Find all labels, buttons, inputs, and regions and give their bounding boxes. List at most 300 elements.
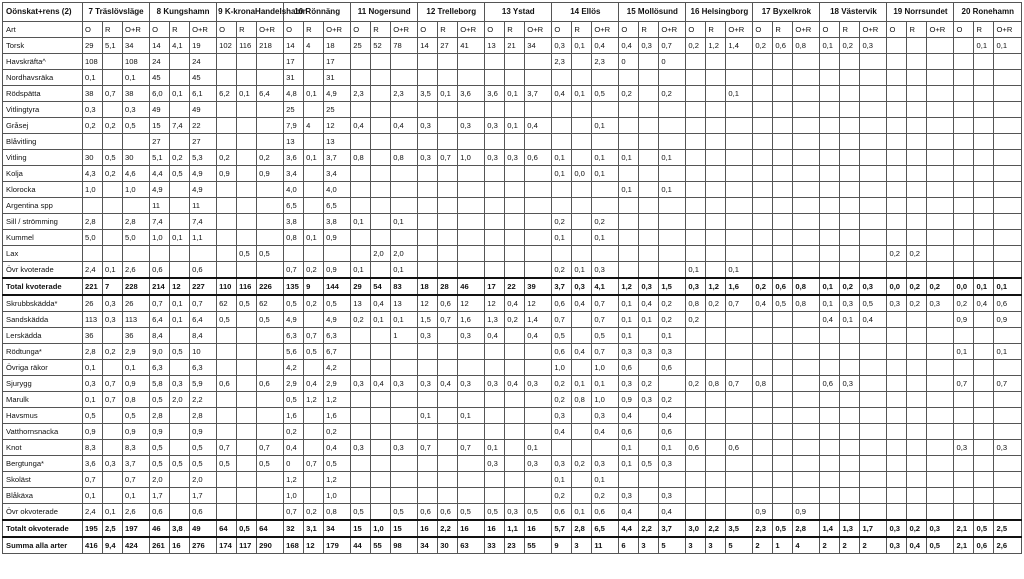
subheader-cell: O (686, 22, 706, 38)
value-cell (639, 246, 659, 262)
value-cell: 0,9 (123, 424, 150, 440)
value-cell (418, 472, 438, 488)
value-cell (485, 102, 505, 118)
value-cell (458, 166, 485, 182)
value-cell (954, 472, 974, 488)
value-cell (371, 504, 391, 521)
value-cell (726, 230, 753, 246)
value-cell: 0,5 (458, 504, 485, 521)
value-cell (773, 102, 793, 118)
value-cell: 4 (304, 118, 324, 134)
value-cell (659, 134, 686, 150)
value-cell: 45 (150, 70, 170, 86)
value-cell (351, 230, 371, 246)
value-cell (954, 360, 974, 376)
value-cell: 11 (190, 198, 217, 214)
species-label: Nordhavsräka (3, 70, 83, 86)
value-cell: 0,7 (257, 440, 284, 456)
value-cell: 0,1 (659, 150, 686, 166)
value-cell (820, 182, 840, 198)
value-cell: 0,3 (552, 408, 572, 424)
value-cell (773, 344, 793, 360)
value-cell: 0,7 (103, 392, 123, 408)
value-cell: 0,1 (505, 86, 525, 102)
table-row (3, 456, 1022, 472)
value-cell: 0,2 (217, 150, 237, 166)
value-cell (304, 70, 324, 86)
value-cell (304, 360, 324, 376)
value-cell: 32 (284, 520, 304, 537)
value-cell: 2,8 (83, 344, 103, 360)
value-cell (572, 182, 592, 198)
value-cell: 0,9 (753, 504, 773, 521)
value-cell (686, 102, 706, 118)
value-cell: 4,4 (619, 520, 639, 537)
value-cell: 13 (284, 134, 304, 150)
value-cell: 0,6 (726, 440, 753, 456)
value-cell: 0,3 (458, 376, 485, 392)
value-cell: 0,1 (304, 86, 324, 102)
value-cell (927, 408, 954, 424)
value-cell: 1,2 (304, 392, 324, 408)
value-cell: 13 (324, 134, 351, 150)
value-cell: 2,3 (592, 54, 619, 70)
value-cell (458, 70, 485, 86)
value-cell: 34 (418, 537, 438, 554)
value-cell (686, 230, 706, 246)
table-row (3, 182, 1022, 198)
value-cell (572, 134, 592, 150)
port-group-header: 12 Trelleborg (418, 3, 485, 22)
value-cell (391, 472, 418, 488)
value-cell (840, 102, 860, 118)
value-cell (860, 376, 887, 392)
value-cell: 0,4 (525, 118, 552, 134)
value-cell (639, 360, 659, 376)
value-cell (391, 344, 418, 360)
value-cell: 261 (150, 537, 170, 554)
value-cell (485, 262, 505, 279)
value-cell (103, 70, 123, 86)
value-cell: 28 (438, 278, 458, 295)
value-cell (954, 70, 974, 86)
value-cell (974, 214, 994, 230)
value-cell (257, 424, 284, 440)
value-cell (505, 262, 525, 279)
species-label: Lerskädda (3, 328, 83, 344)
value-cell (217, 198, 237, 214)
value-cell: 0,1 (83, 392, 103, 408)
value-cell: 424 (123, 537, 150, 554)
value-cell (150, 246, 170, 262)
value-cell: 4,3 (83, 166, 103, 182)
value-cell (170, 102, 190, 118)
value-cell (907, 472, 927, 488)
value-cell (351, 246, 371, 262)
value-cell: 174 (217, 537, 237, 554)
value-cell: 0,7 (83, 472, 103, 488)
value-cell: 13 (485, 38, 505, 54)
value-cell (974, 408, 994, 424)
subheader-cell: O+R (994, 22, 1022, 38)
value-cell: 0,3 (572, 278, 592, 295)
value-cell (887, 328, 907, 344)
value-cell (458, 488, 485, 504)
value-cell: 0,4 (525, 328, 552, 344)
value-cell (994, 392, 1022, 408)
value-cell (83, 198, 103, 214)
value-cell: 0,1 (619, 456, 639, 472)
value-cell (572, 472, 592, 488)
value-cell (525, 54, 552, 70)
value-cell (639, 86, 659, 102)
value-cell (525, 134, 552, 150)
subheader-cell: R (371, 22, 391, 38)
value-cell: 0,8 (793, 295, 820, 312)
value-cell (860, 246, 887, 262)
value-cell (820, 360, 840, 376)
value-cell (927, 360, 954, 376)
value-cell: 228 (123, 278, 150, 295)
value-cell (170, 328, 190, 344)
value-cell: 18 (324, 38, 351, 54)
subheader-cell: O (284, 22, 304, 38)
value-cell: 0,1 (391, 312, 418, 328)
subheader-cell: R (840, 22, 860, 38)
value-cell: 0,3 (418, 150, 438, 166)
value-cell (217, 262, 237, 279)
value-cell (753, 472, 773, 488)
value-cell (820, 472, 840, 488)
value-cell: 8,4 (190, 328, 217, 344)
value-cell (217, 102, 237, 118)
value-cell: 2,8 (123, 214, 150, 230)
value-cell (217, 424, 237, 440)
value-cell (793, 134, 820, 150)
value-cell: 0,4 (304, 376, 324, 392)
value-cell: 4,1 (592, 278, 619, 295)
value-cell: 9,0 (150, 344, 170, 360)
value-cell (103, 54, 123, 70)
subheader-cell: O+R (793, 22, 820, 38)
species-label: Lax (3, 246, 83, 262)
value-cell: 0,2 (552, 262, 572, 279)
value-cell: 1 (773, 537, 793, 554)
value-cell: 0,7 (592, 312, 619, 328)
value-cell (438, 456, 458, 472)
value-cell: 55 (525, 537, 552, 554)
value-cell: 3,5 (418, 86, 438, 102)
table-row (3, 70, 1022, 86)
value-cell: 3,4 (284, 166, 304, 182)
value-cell (391, 230, 418, 246)
value-cell: 0 (284, 456, 304, 472)
value-cell (237, 214, 257, 230)
value-cell (860, 262, 887, 279)
value-cell: 1,4 (820, 520, 840, 537)
value-cell (793, 456, 820, 472)
value-cell (304, 198, 324, 214)
value-cell (793, 408, 820, 424)
value-cell: 113 (83, 312, 103, 328)
value-cell: 45 (190, 70, 217, 86)
value-cell (639, 408, 659, 424)
value-cell: 0,3 (418, 118, 438, 134)
value-cell: 226 (257, 278, 284, 295)
value-cell: 0,1 (619, 328, 639, 344)
table-row (3, 54, 1022, 70)
value-cell (726, 392, 753, 408)
value-cell: 0,3 (351, 440, 371, 456)
species-label: Sandskädda (3, 312, 83, 328)
value-cell (840, 118, 860, 134)
table-row (3, 150, 1022, 166)
value-cell (525, 70, 552, 86)
value-cell: 22 (505, 278, 525, 295)
value-cell: 0,4 (619, 38, 639, 54)
value-cell: 12 (324, 118, 351, 134)
value-cell (639, 488, 659, 504)
value-cell: 0,7 (438, 150, 458, 166)
value-cell: 6 (619, 537, 639, 554)
value-cell (438, 166, 458, 182)
value-cell: 0,6 (686, 440, 706, 456)
value-cell (485, 230, 505, 246)
value-cell (418, 456, 438, 472)
value-cell: 0,1 (572, 376, 592, 392)
value-cell (438, 54, 458, 70)
value-cell (103, 328, 123, 344)
value-cell: 135 (284, 278, 304, 295)
value-cell (371, 344, 391, 360)
value-cell (954, 102, 974, 118)
value-cell (217, 344, 237, 360)
value-cell (887, 102, 907, 118)
value-cell (659, 214, 686, 230)
value-cell (592, 102, 619, 118)
value-cell: 0,1 (525, 440, 552, 456)
value-cell (726, 102, 753, 118)
value-cell (217, 504, 237, 521)
value-cell: 6,2 (217, 86, 237, 102)
value-cell (659, 166, 686, 182)
value-cell: 2,8 (83, 214, 103, 230)
value-cell: 0,7 (304, 328, 324, 344)
value-cell (820, 440, 840, 456)
value-cell: 3,6 (83, 456, 103, 472)
value-cell: 0,2 (907, 295, 927, 312)
value-cell: 0,1 (83, 70, 103, 86)
value-cell: 1,0 (284, 488, 304, 504)
value-cell: 38 (123, 86, 150, 102)
value-cell (418, 54, 438, 70)
value-cell: 0,7 (123, 472, 150, 488)
value-cell: 0,3 (418, 328, 438, 344)
value-cell (793, 488, 820, 504)
value-cell (860, 408, 887, 424)
value-cell: 0,4 (552, 424, 572, 440)
subheader-cell: O+R (726, 22, 753, 38)
value-cell (773, 440, 793, 456)
value-cell (974, 86, 994, 102)
value-cell (257, 504, 284, 521)
value-cell (458, 230, 485, 246)
value-cell: 3,7 (123, 456, 150, 472)
table-row (3, 376, 1022, 392)
value-cell (820, 262, 840, 279)
value-cell (103, 214, 123, 230)
value-cell: 0,5 (324, 456, 351, 472)
value-cell (485, 408, 505, 424)
value-cell (83, 246, 103, 262)
value-cell: 31 (284, 70, 304, 86)
value-cell (773, 54, 793, 70)
value-cell (927, 392, 954, 408)
value-cell: 0,3 (860, 38, 887, 54)
value-cell (458, 54, 485, 70)
species-label: Övriga räkor (3, 360, 83, 376)
value-cell: 18 (418, 278, 438, 295)
value-cell (793, 328, 820, 344)
value-cell: 0,7 (103, 86, 123, 102)
value-cell: 0,1 (170, 312, 190, 328)
value-cell: 2,4 (83, 262, 103, 279)
value-cell: 1,5 (659, 278, 686, 295)
value-cell: 0,1 (103, 504, 123, 521)
value-cell (974, 360, 994, 376)
value-cell: 2,8 (190, 408, 217, 424)
value-cell (237, 118, 257, 134)
value-cell (753, 408, 773, 424)
value-cell: 0,5 (592, 86, 619, 102)
value-cell: 1,0 (150, 230, 170, 246)
value-cell: 0,4 (860, 312, 887, 328)
value-cell (485, 360, 505, 376)
value-cell (391, 488, 418, 504)
value-cell (170, 360, 190, 376)
value-cell (438, 360, 458, 376)
value-cell (706, 312, 726, 328)
value-cell: 108 (83, 54, 103, 70)
value-cell (907, 38, 927, 54)
value-cell (170, 70, 190, 86)
value-cell: 8,3 (83, 440, 103, 456)
value-cell: 2,3 (351, 86, 371, 102)
value-cell (505, 456, 525, 472)
value-cell: 1,5 (418, 312, 438, 328)
value-cell (572, 198, 592, 214)
value-cell: 0,8 (284, 230, 304, 246)
value-cell (371, 198, 391, 214)
value-cell (820, 54, 840, 70)
value-cell (726, 488, 753, 504)
value-cell (592, 182, 619, 198)
value-cell: 11 (150, 198, 170, 214)
value-cell (170, 424, 190, 440)
value-cell (860, 472, 887, 488)
value-cell: 27 (438, 38, 458, 54)
value-cell: 218 (257, 38, 284, 54)
value-cell: 0,3 (619, 344, 639, 360)
value-cell (391, 408, 418, 424)
value-cell: 2,3 (753, 520, 773, 537)
value-cell: 0,3 (639, 38, 659, 54)
value-cell: 9 (552, 537, 572, 554)
value-cell: 5,0 (83, 230, 103, 246)
value-cell: 0,1 (391, 262, 418, 279)
value-cell: 13 (391, 295, 418, 312)
value-cell: 0,2 (572, 456, 592, 472)
value-cell (351, 328, 371, 344)
value-cell (485, 166, 505, 182)
value-cell (820, 198, 840, 214)
value-cell: 0,4 (324, 440, 351, 456)
value-cell: 26 (123, 295, 150, 312)
value-cell: 0,7 (458, 440, 485, 456)
value-cell: 41 (458, 38, 485, 54)
value-cell (840, 198, 860, 214)
value-cell (103, 488, 123, 504)
value-cell (458, 182, 485, 198)
value-cell (753, 150, 773, 166)
value-cell (371, 408, 391, 424)
value-cell (351, 472, 371, 488)
value-cell (954, 182, 974, 198)
table-row (3, 488, 1022, 504)
value-cell: 0,9 (217, 166, 237, 182)
value-cell (840, 246, 860, 262)
table-row (3, 134, 1022, 150)
value-cell: 0,4 (505, 295, 525, 312)
value-cell: 0,2 (103, 344, 123, 360)
value-cell: 0,2 (103, 166, 123, 182)
value-cell (706, 328, 726, 344)
value-cell (237, 344, 257, 360)
value-cell: 2,2 (438, 520, 458, 537)
value-cell (706, 246, 726, 262)
value-cell (257, 118, 284, 134)
value-cell: 6,3 (190, 360, 217, 376)
species-label: Klorocka (3, 182, 83, 198)
value-cell (927, 214, 954, 230)
value-cell: 0,1 (726, 262, 753, 279)
value-cell (257, 102, 284, 118)
value-cell (994, 86, 1022, 102)
subheader-row (3, 22, 1022, 38)
value-cell: 0,1 (592, 376, 619, 392)
value-cell: 0,2 (639, 376, 659, 392)
value-cell (592, 134, 619, 150)
value-cell (840, 392, 860, 408)
value-cell: 4,2 (324, 360, 351, 376)
value-cell (907, 198, 927, 214)
value-cell (793, 54, 820, 70)
value-cell: 0,9 (190, 424, 217, 440)
value-cell: 0,0 (887, 278, 907, 295)
total-row (3, 278, 1022, 295)
value-cell: 276 (190, 537, 217, 554)
value-cell: 4,0 (284, 182, 304, 198)
value-cell: 52 (371, 38, 391, 54)
value-cell: 3,6 (458, 86, 485, 102)
value-cell (371, 102, 391, 118)
value-cell: 31 (324, 70, 351, 86)
subheader-cell: O (753, 22, 773, 38)
value-cell: 2,2 (190, 392, 217, 408)
value-cell: 22 (190, 118, 217, 134)
value-cell: 0,5 (150, 456, 170, 472)
value-cell: 0,5 (351, 504, 371, 521)
